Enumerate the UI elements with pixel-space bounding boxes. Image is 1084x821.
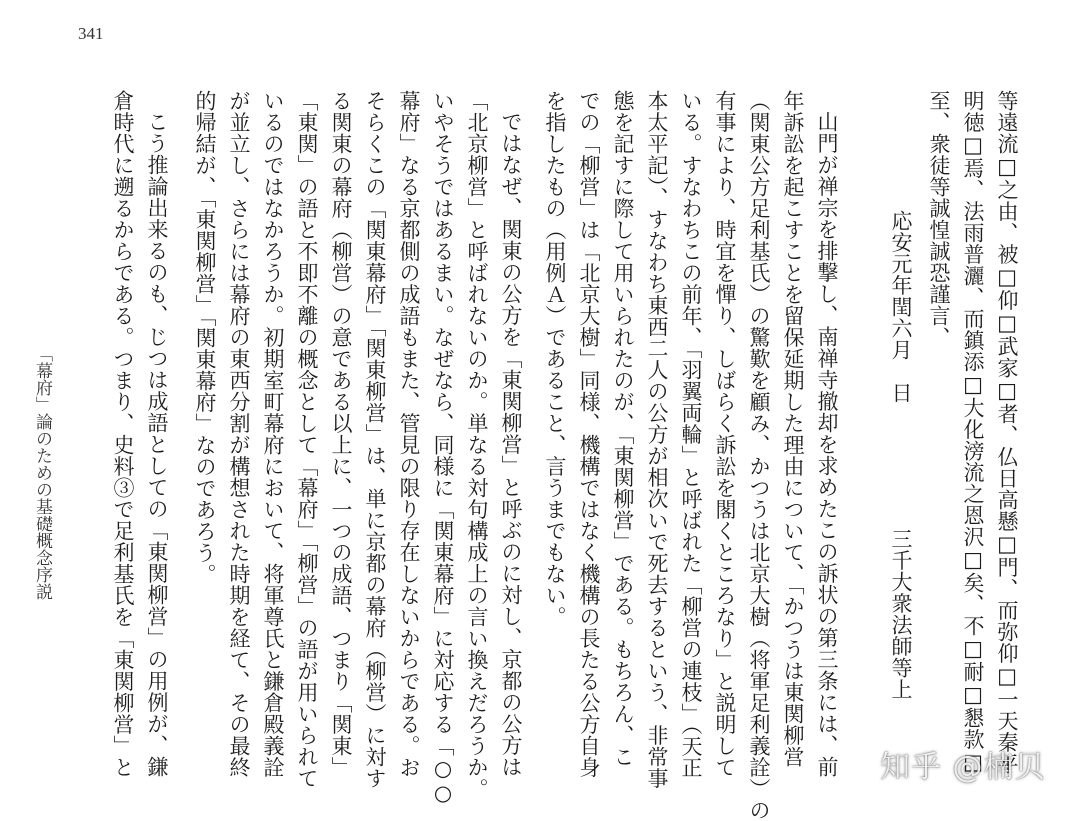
page-number: 341 bbox=[78, 24, 104, 43]
text-column-10: 本太平記）、すなわち東西二人の公方が相次いで死去するという、非常事 bbox=[645, 90, 669, 789]
text-column-19: る関東の幕府（柳営）の意である以上に、一つの成語、つまり「関東」 bbox=[329, 90, 353, 778]
text-column-6: 年訴訟を起こすことを留保延期した理由について、「かつうは東関柳営 bbox=[781, 90, 805, 768]
text-column-24: こう推論出来るのも、じつは成語としての「東関柳営」の用例が、鎌 bbox=[145, 111, 169, 778]
text-column-18: そらくこの「関東幕府」「関東柳営」は、単に京都の幕府（柳営）に対す bbox=[363, 90, 387, 789]
text-column-16: いやそうではあるまい。なぜなら、同様に「関東幕府」に対応する「○○ bbox=[431, 90, 455, 806]
date-line: 応安元年閏六月 日 bbox=[889, 210, 913, 404]
text-column-15: 「北京柳営」と呼ばれないのか。単なる対句構成上の言い換えだろうか。 bbox=[465, 90, 489, 800]
text-column-23: 的帰結が、「東関柳営」「関東幕府」なのであろう。 bbox=[193, 90, 217, 585]
text-column-8: 有事により、時宜を憚り、しばらく訴訟を閣くところなり」と説明して bbox=[713, 90, 737, 778]
text-column-21: いるのではなかろうか。初期室町幕府において、将軍尊氏と鎌倉殿義詮 bbox=[261, 90, 285, 778]
text-column-5: 山門が禅宗を排撃し、南禅寺撤却を求めたこの訴状の第三条には、前 bbox=[815, 111, 839, 778]
text-column-quote-1: 等遠流□之由、被□仰□武家□者、仏日高懸□門、而弥仰□一天秦平 bbox=[995, 90, 1019, 775]
text-column-13: を指したもの（用例Ａ）であること、言うまでもない。 bbox=[543, 90, 567, 628]
watermark: 知乎 @楠贝 bbox=[880, 750, 1046, 785]
text-column-17: 幕府」なる京都側の成語もまた、管見の限り存在しないからである。お bbox=[397, 90, 421, 778]
text-column-7: （関東公方足利基氏）の驚歎を顧み、かつうは北京大樹（将軍足利義詮）の bbox=[747, 90, 771, 821]
running-head: 「幕府」論のための基礎概念序説 bbox=[32, 345, 52, 600]
text-column-quote-3: 至、衆徒等誠惶誠恐謹言、 bbox=[927, 90, 951, 348]
text-column-22: が並立し、さらには幕府の東西分割が構想された時期を経て、その最終 bbox=[227, 90, 251, 778]
text-column-14: ではなぜ、関東の公方を「東関柳営」と呼ぶのに対し、京都の公方は bbox=[499, 111, 523, 778]
text-column-20: 「東関」の語と不即不離の概念として「幕府」「柳営」の語が用いられて bbox=[295, 90, 319, 789]
text-column-11: 態を記すに際して用いられたのが、「東関柳営」である。もちろん、こ bbox=[611, 90, 635, 768]
text-column-25: 倉時代に遡るからである。つまり、史料③で足利基氏を「東関柳営」と bbox=[111, 90, 135, 778]
text-column-quote-2: 明徳□焉、法雨普灑、而鎮添□大化滂流之恩沢□矣、不□耐□懇款□ bbox=[961, 90, 985, 775]
text-column-12: での「柳営」は「北京大樹」同様、機構ではなく機構の長たる公方自身 bbox=[577, 90, 601, 778]
signer-line: 三千大衆法師等上 bbox=[889, 528, 913, 700]
text-column-9: いる。すなわちこの前年、「羽翼両輪」と呼ばれた「柳営の連枝」（天正 bbox=[679, 90, 703, 779]
